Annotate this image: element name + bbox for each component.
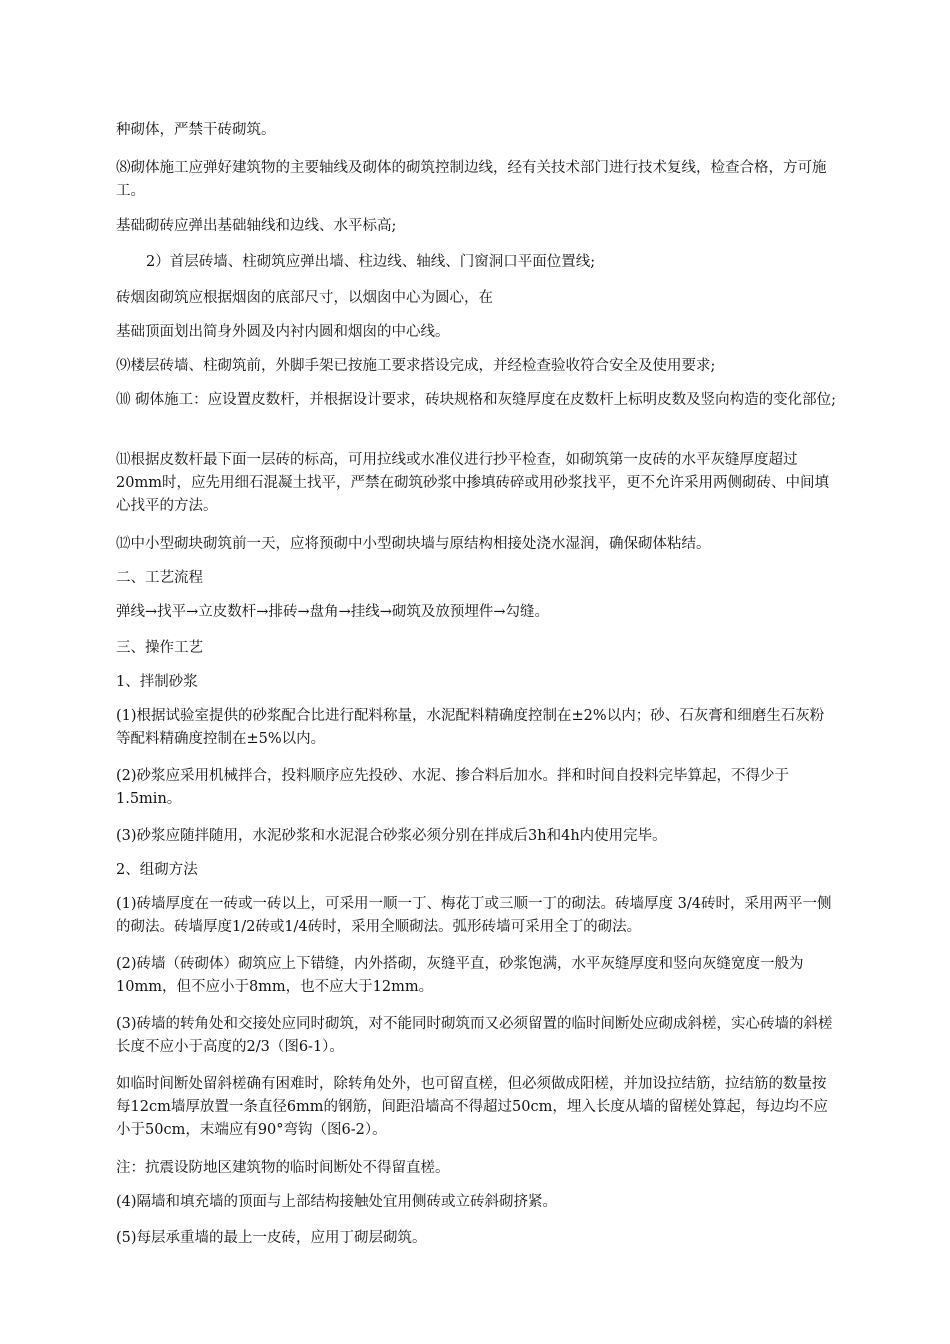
paragraph: 基础顶面划出简身外圆及内衬内圆和烟囱的中心线。	[116, 324, 450, 340]
paragraph: 砖烟囱砌筑应根据烟囱的底部尺寸，以烟囱中心为圆心，在	[116, 290, 493, 306]
paragraph: (2)砖墙（砖砌体）砌筑应上下错缝，内外搭砌，灰缝平直，砂浆饱满，水平灰缝厚度和竖向灰缝宽度一般为10mm，但不应小于8mm，也不应大于12mm。	[116, 956, 804, 995]
section-heading: 三、操作工艺	[116, 640, 203, 656]
paragraph: ⑻砌体施工应弹好建筑物的主要轴线及砌体的砌筑控制边线，经有关技术部门进行技术复线，检查合格，方可施工。	[116, 160, 827, 199]
paragraph: 基础砌砖应弹出基础轴线和边线、水平标高;	[116, 218, 397, 234]
subsection-heading: 1、拌制砂浆	[116, 674, 198, 690]
paragraph: ⑿中小型砌块砌筑前一天，应将预砌中小型砌块墙与原结构相接处浇水湿润，确保砌体粘结。	[116, 536, 711, 552]
paragraph: 种砌体，严禁干砖砌筑。	[116, 122, 276, 138]
paragraph: (2)砂浆应采用机械拌合，投料顺序应先投砂、水泥、掺合料后加水。拌和时间自投料完毕算起，不得少于1.5min。	[116, 768, 790, 807]
paragraph: ⑼楼层砖墙、柱砌筑前，外脚手架已按施工要求搭设完成，并经检查验收符合安全及使用要求;	[116, 358, 716, 374]
note: 注：抗震设防地区建筑物的临时间断处不得留直槎。	[116, 1160, 450, 1176]
paragraph: ⑽ 砌体施工：应设置皮数杆，并根据设计要求，砖块规格和灰缝厚度在皮数杆上标明皮数及竖向构造的变化部位;	[116, 392, 836, 408]
paragraph: 2）首层砖墙、柱砌筑应弹出墙、柱边线、轴线、门窗洞口平面位置线;	[146, 254, 596, 270]
section-heading: 二、工艺流程	[116, 570, 203, 586]
paragraph: 弹线→找平→立皮数杆→排砖→盘角→挂线→砌筑及放预埋件→勾缝。	[116, 604, 550, 620]
paragraph: (3)砂浆应随拌随用，水泥砂浆和水泥混合砂浆必须分别在拌成后3h和4h内使用完毕。	[116, 828, 667, 844]
subsection-heading: 2、组砌方法	[116, 862, 198, 878]
paragraph: (3)砖墙的转角处和交接处应同时砌筑，对不能同时砌筑而又必须留置的临时间断处应砌成斜槎，实心砖墙的斜槎长度不应小于高度的2/3（图6-1）。	[116, 1016, 833, 1055]
paragraph: (4)隔墙和填充墙的顶面与上部结构接触处宜用侧砖或立砖斜砌挤紧。	[116, 1194, 558, 1210]
paragraph: (5)每层承重墙的最上一皮砖，应用丁砌层砌筑。	[116, 1230, 427, 1246]
paragraph: (1)根据试验室提供的砂浆配合比进行配料称量，水泥配料精确度控制在±2%以内；砂、石灰膏和细磨生石灰粉等配料精确度控制在±5%以内。	[116, 708, 825, 747]
paragraph: ⑾根据皮数杆最下面一层砖的标高，可用拉线或水准仪进行抄平检查，如砌筑第一皮砖的水平灰缝厚度超过20mm时，应先用细石混凝土找平，严禁在砌筑砂浆中掺填砖碎或用砂浆找平，更不允许采用两侧砌砖、中间填心找平的方法。	[116, 452, 829, 514]
paragraph: 如临时间断处留斜槎确有困难时，除转角处外，也可留直槎，但必须做成阳槎，并加设拉结筋，拉结筋的数量按每12cm墙厚放置一条直径6mm的钢筋，间距沿墙高不得超过50cm，埋入长度从墙的留槎处算起，每边均不应小于50cm，末端应有90°弯钩（图6-2）。	[116, 1076, 828, 1138]
paragraph: (1)砖墙厚度在一砖或一砖以上，可采用一顺一丁、梅花丁或三顺一丁的砌法。砖墙厚度 3/4砖时，采用两平一侧的砌法。砖墙厚度1/2砖或1/4砖时，采用全顺砌法。弧形砖墙可采用全丁的砌法。	[116, 896, 832, 935]
